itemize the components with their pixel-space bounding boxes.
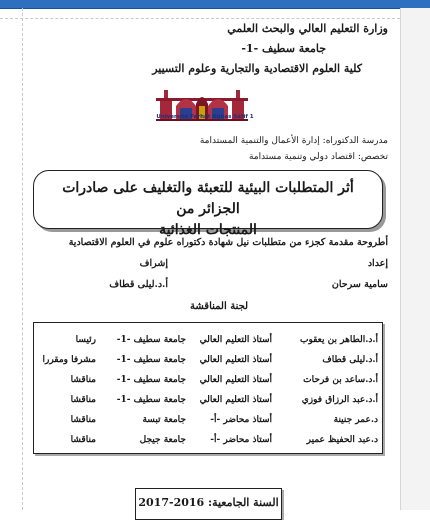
- thesis-title-line-1: أثر المتطلبات البيئية للتعبئة والتغليف على صادرات الجزائر من: [62, 180, 354, 217]
- member-name: أ.د.ساعد بن فرحات: [303, 375, 378, 385]
- committee-table: [33, 322, 383, 454]
- member-role: رئيسا: [75, 335, 96, 345]
- member-rank: أستاذ التعليم العالي: [199, 395, 272, 405]
- member-role: مشرفا ومقررا: [42, 355, 96, 365]
- supervision-label: إشراف: [139, 258, 168, 269]
- member-name: أ.د.الطاهر بن يعقوب: [300, 335, 378, 345]
- academic-year: السنة الجامعية: 2016-2017: [138, 496, 279, 509]
- window-top-bar: [0, 0, 430, 9]
- member-university: جامعة سطيف -1-: [116, 355, 186, 365]
- member-university: جامعة سطيف -1-: [116, 335, 186, 345]
- thesis-description: أطروحة مقدمة كجزء من متطلبات نيل شهادة دكتوراه علوم في العلوم الاقتصادية: [68, 237, 388, 248]
- member-university: جامعة سطيف -1-: [116, 395, 186, 405]
- member-name: د.عبد الحفيظ عمير: [306, 435, 378, 445]
- member-university: جامعة سطيف -1-: [116, 375, 186, 385]
- committee-row: [34, 355, 382, 373]
- member-university: جامعة تبسة: [142, 415, 186, 425]
- member-name: د.عمر جنينة: [333, 415, 378, 425]
- left-margin-guide: [22, 8, 23, 510]
- university-name: جامعة سطيف -1-: [241, 42, 326, 55]
- committee-row: [34, 395, 382, 413]
- member-rank: أستاذ محاضر -أ-: [210, 415, 272, 425]
- thesis-title-line-2: المنتجات الغذائية: [159, 222, 257, 238]
- top-margin-guide: [0, 18, 400, 19]
- ministry-name: وزارة التعليم العالي والبحث العلمي: [227, 22, 388, 35]
- thesis-title-box: [33, 170, 383, 238]
- member-rank: أستاذ التعليم العالي: [199, 375, 272, 385]
- member-rank: أستاذ محاضر -أ-: [210, 435, 272, 445]
- university-logo: [156, 84, 248, 130]
- student-name: سامية سرحان: [331, 279, 388, 290]
- committee-row: [34, 335, 382, 353]
- academic-year-box: [135, 488, 282, 520]
- doctoral-school: مدرسة الدكتوراه: إدارة الأعمال والتنمية المستدامة: [199, 136, 388, 146]
- member-university: جامعة جيجل: [139, 435, 186, 445]
- member-name: أ.د.ليلى قطاف: [322, 355, 378, 365]
- prepared-by-label: إعداد: [367, 258, 388, 269]
- committee-row: [34, 435, 382, 453]
- thesis-title: [44, 178, 372, 241]
- page-margin-area: [400, 8, 430, 510]
- member-role: مناقشا: [70, 435, 96, 445]
- member-role: مناقشا: [70, 375, 96, 385]
- specialty: تخصص: اقتصاد دولي وتنمية مستدامة: [248, 152, 388, 162]
- member-rank: أستاذ التعليم العالي: [199, 335, 272, 345]
- member-name: أ.د.عبد الرزاق فوزي: [301, 395, 378, 405]
- committee-row: [34, 375, 382, 393]
- committee-row: [34, 415, 382, 433]
- supervisor-name: أ.د.ليلى قطاف: [109, 279, 168, 290]
- logo-caption: Université Ferhat Abbas Sétif 1: [156, 114, 254, 120]
- member-role: مناقشا: [70, 395, 96, 405]
- member-role: مناقشا: [70, 415, 96, 425]
- committee-title: لجنة المناقشة: [190, 301, 249, 312]
- faculty-name: كلية العلوم الاقتصادية والتجارية وعلوم التسيير: [152, 62, 362, 75]
- member-rank: أستاذ التعليم العالي: [199, 355, 272, 365]
